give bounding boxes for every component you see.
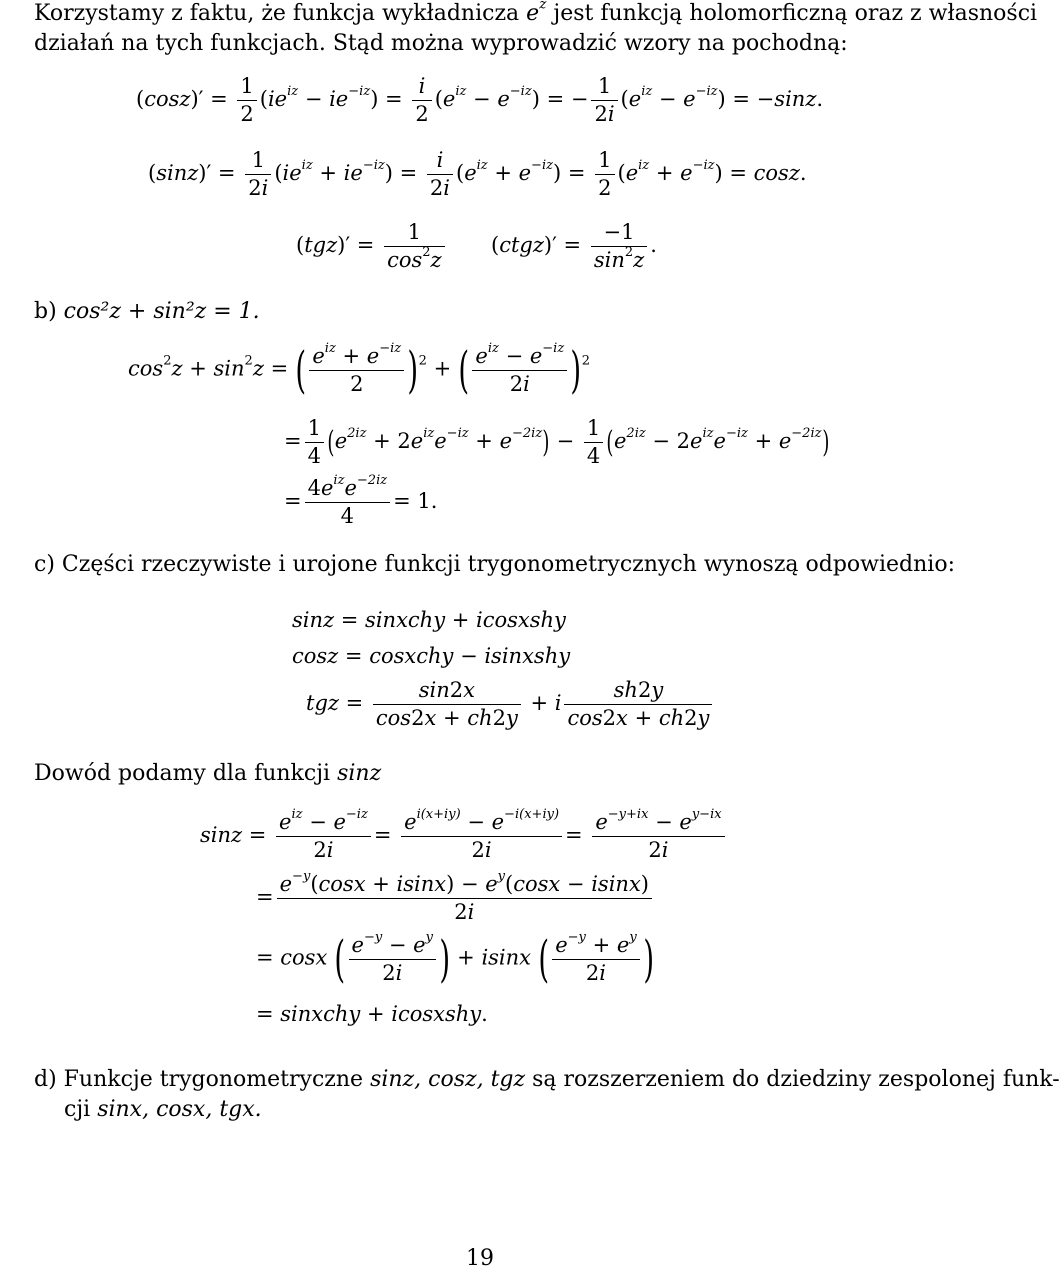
- section-d-line-1: d) Funkcje trygonometryczne sinz, cosz, tgz są rozszerzeniem do dziedziny zespolonej funk-: [34, 1067, 1060, 1092]
- page-number: 19: [466, 1246, 494, 1271]
- equation-proof-line1: sinz = $e^{iz} - e^{-iz}$ 2i = $\frac{e^{i(x+iy)} - e^{-i(x+iy)}}{2i}$ = $\frac{e^{-y+ix} - e^{y-ix}}{2i}$: [200, 812, 728, 861]
- intro-line-1: Korzystamy z faktu, że funkcja wykładnicza $e^z$ jest funkcją holomorficzną oraz z własności: [34, 0, 1038, 26]
- equation-b-line3: = $4e^{iz}e^{-2iz}$ 4 = 1.: [284, 472, 438, 528]
- equation-proof-line3: = cosx ( $\frac{e^{-y} - e^y}{2i}$ ) + isinx ( $\frac{e^{-y} + e^y}{2i}$ ): [256, 929, 654, 988]
- intro-line-2: działań na tych funkcjach. Stąd można wyprowadzić wzory na pochodną:: [34, 31, 848, 56]
- equation-tg-ctg-derivative: (tgz)′ = $\frac{1}{\cos^2z}$ (ctgz)′ = $\frac{-1}{\sin^2z}$ .: [296, 220, 657, 272]
- equation-b-line2: = $\frac{1}{4}$ $(e^{2iz} + 2e^{iz}e^{-iz} + e^{-2iz})$ − $\frac{1}{4}$ $(e^{2iz} - 2e^{iz}e^{-iz} + e^{-2iz})$: [284, 416, 829, 468]
- equation-c-cosz: cosz = cosxchy − isinxshy: [292, 644, 571, 668]
- equation-proof-line4: = sinxchy + icosxshy.: [256, 1002, 488, 1026]
- equation-b-line1: $\cos^2z + \sin^2z$ = ( $e^{iz} + e^{-iz}$ 2 )$^2$ + ( $e^{iz} - e^{-iz}$ 2i )$^2$: [128, 340, 591, 399]
- section-b-heading: b) cos²z + sin²z = 1.: [34, 299, 260, 324]
- equation-c-tgz: tgz = $\frac{\sin 2x}{\cos 2x + ch2y}$ + i $\frac{sh2y}{\cos 2x + ch2y}$: [306, 680, 715, 729]
- equation-proof-line2: = $\frac{e^{-y}(\cos x + isinx) - e^y(\cos x - isinx)}{2i}$: [256, 874, 655, 923]
- exp-symbol: $e^z$: [526, 0, 547, 26]
- equation-c-sinz: sinz = sinxchy + icosxshy: [292, 608, 566, 632]
- section-d-line-2: cji sinx, cosx, tgx.: [64, 1097, 262, 1122]
- equation-cos-derivative: (cosz)′ = $\frac{1}{2}$ $(ie^{iz} - ie^{-iz})$ = $\frac{i}{2}$ $(e^{iz} - e^{-iz})$ = − $\frac{1}{2i}$ $(e^{iz} - e^{-iz}) = -\sin z$.: [136, 74, 824, 126]
- section-c-heading: c) Części rzeczywiste i urojone funkcji trygonometrycznych wynoszą odpowiednio:: [34, 552, 956, 577]
- equation-sin-derivative: (sinz)′ = $\frac{1}{2i}$ $(ie^{iz} + ie^{-iz})$ = $\frac{i}{2i}$ $(e^{iz} + e^{-iz})$ = $\frac{1}{2}$ $(e^{iz} + e^{-iz}) = \cos z$.: [148, 148, 807, 200]
- proof-intro: Dowód podamy dla funkcji sinz: [34, 761, 382, 786]
